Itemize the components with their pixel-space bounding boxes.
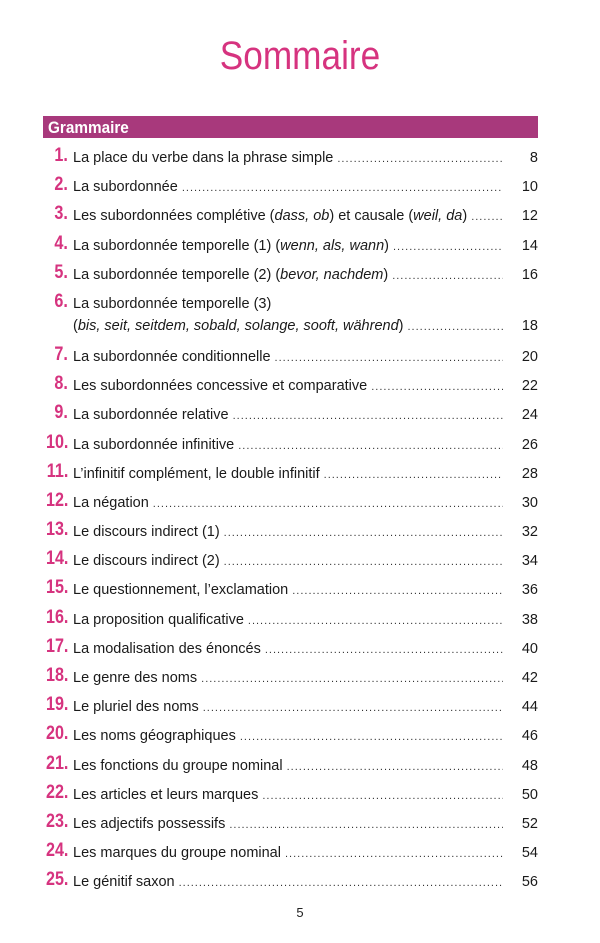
entry-title-continuation — [73, 318, 503, 334]
toc-entry[interactable] — [0, 868, 600, 897]
entry-page-number: 30 — [521, 494, 538, 511]
dot-leader — [224, 527, 503, 539]
entry-number: 23. — [45, 810, 68, 832]
toc-entry[interactable] — [0, 290, 600, 343]
entry-number: 2. — [54, 174, 68, 196]
toc-entry[interactable] — [0, 576, 600, 605]
entry-title — [73, 728, 503, 744]
entry-number: 14. — [45, 548, 68, 570]
dot-leader — [292, 585, 503, 597]
entry-number: 4. — [54, 232, 68, 254]
entry-number: 20. — [45, 723, 68, 745]
entry-text-part: ( — [73, 317, 78, 334]
entry-number: 9. — [54, 402, 68, 424]
dot-leader — [337, 153, 503, 165]
entry-title — [73, 612, 503, 628]
entry-text-part: weil, da — [413, 208, 463, 225]
entry-text — [73, 816, 225, 832]
entry-text — [73, 612, 244, 628]
entry-page-number: 32 — [521, 524, 538, 541]
entry-title — [73, 874, 503, 890]
entry-page-number: 18 — [521, 317, 538, 334]
entry-page-number: 38 — [521, 611, 538, 628]
dot-leader — [233, 410, 503, 422]
entry-number: 12. — [45, 489, 68, 511]
entry-title — [73, 524, 503, 540]
toc-entry[interactable] — [0, 664, 600, 693]
entry-text — [73, 728, 236, 744]
entry-text-part: La place du verbe dans la phrase simple — [73, 150, 334, 166]
entry-number: 13. — [45, 519, 68, 541]
entry-page-number: 8 — [529, 150, 538, 166]
dot-leader — [324, 469, 503, 481]
dot-leader — [265, 644, 503, 656]
toc-entry[interactable] — [0, 722, 600, 751]
entry-title — [73, 699, 503, 715]
dot-leader — [262, 790, 503, 802]
dot-leader — [471, 211, 503, 223]
entry-page-number: 48 — [521, 757, 538, 774]
entry-text-part: ) — [384, 237, 389, 254]
dot-leader — [240, 731, 503, 743]
entry-text-part: Le pluriel des noms — [73, 699, 199, 716]
section-header-bar — [43, 116, 538, 138]
entry-page-number: 28 — [521, 465, 538, 482]
entry-title — [73, 495, 503, 511]
toc-entry[interactable] — [0, 752, 600, 781]
entry-text-part: ) — [462, 208, 468, 225]
entry-text-part: bevor, nachdem — [280, 266, 384, 283]
dot-leader — [285, 848, 503, 860]
entry-text-part: Les fonctions du groupe nominal — [73, 757, 283, 774]
entry-text-part: Le discours indirect (1) — [73, 524, 220, 541]
entry-title — [73, 296, 503, 312]
entry-title — [73, 670, 503, 686]
toc-entry[interactable] — [0, 460, 600, 489]
toc-entry[interactable] — [0, 547, 600, 576]
entry-text-part: ) — [398, 317, 404, 334]
entry-title — [73, 238, 503, 254]
entry-title — [73, 179, 503, 195]
entry-text-part: bis, seit, seitdem, sobald, solange, sooft, während — [77, 317, 399, 334]
entry-page-number: 44 — [521, 699, 538, 716]
toc-entry[interactable] — [0, 232, 600, 261]
dot-leader — [275, 352, 503, 364]
entry-text — [73, 641, 261, 657]
toc-entry[interactable] — [0, 781, 600, 810]
entry-title — [73, 267, 503, 283]
entry-title — [73, 208, 503, 224]
toc-entry[interactable] — [0, 202, 600, 231]
dot-leader — [393, 241, 503, 253]
entry-title — [73, 407, 503, 423]
entry-page-number: 52 — [521, 815, 538, 832]
entry-text-part: Le discours indirect (2) — [73, 553, 220, 570]
entry-page-number: 12 — [521, 208, 538, 225]
entry-number: 18. — [45, 665, 68, 686]
entry-number: 17. — [45, 635, 68, 657]
dot-leader — [201, 673, 503, 685]
entry-page-number: 14 — [521, 237, 538, 254]
entry-text — [73, 874, 175, 890]
entry-text-part: ) — [383, 266, 389, 283]
entry-text — [73, 378, 367, 394]
entry-title — [73, 641, 503, 657]
entry-text — [73, 437, 234, 453]
entry-page-number: 40 — [521, 640, 538, 657]
toc-entry[interactable] — [0, 606, 600, 635]
entry-page-number: 36 — [521, 582, 538, 599]
entry-title — [73, 349, 503, 365]
entry-text-part: Les subordonnées concessive et comparative — [73, 378, 368, 395]
dot-leader — [238, 440, 503, 452]
entry-text-part: Les articles et leurs marques — [73, 786, 259, 803]
toc-entry[interactable] — [0, 839, 600, 868]
entry-number: 8. — [54, 373, 68, 395]
dot-leader — [371, 381, 503, 393]
entry-text-part: La subordonnée infinitive — [73, 436, 235, 453]
entry-number: 15. — [45, 577, 68, 599]
entry-title — [73, 437, 503, 453]
entry-text-part: La subordonnée — [73, 179, 178, 196]
entry-page-number: 20 — [521, 348, 538, 365]
entry-text — [73, 267, 388, 283]
entry-text — [73, 787, 258, 803]
entry-page-number: 50 — [521, 786, 538, 803]
entry-page-number: 46 — [521, 728, 538, 745]
entry-text-part: La modalisation des énoncés — [73, 640, 261, 657]
entry-text-part: La subordonnée temporelle (1) ( — [73, 237, 281, 254]
entry-number: 16. — [45, 606, 68, 628]
entry-text-part: La subordonnée relative — [73, 407, 229, 424]
entry-text — [73, 524, 220, 540]
entry-text-part: La subordonnée temporelle (2) ( — [73, 266, 281, 283]
entry-text-part: Les marques du groupe nominal — [73, 845, 281, 862]
entry-text-part: La subordonnée conditionnelle — [73, 348, 271, 365]
page-number: 5 — [296, 905, 304, 920]
entry-page-number: 26 — [521, 436, 538, 453]
entry-text — [73, 495, 149, 511]
entry-number: 22. — [45, 781, 68, 803]
entry-title — [73, 582, 503, 598]
toc-entry[interactable] — [0, 810, 600, 839]
dot-leader — [407, 321, 503, 333]
entry-text — [73, 208, 467, 224]
toc-entry[interactable] — [0, 693, 600, 722]
toc-entry[interactable] — [0, 144, 600, 173]
entry-text-part: dass, ob — [274, 208, 330, 225]
dot-leader — [229, 819, 503, 831]
entry-text-part: wenn, als, wann — [280, 237, 385, 254]
toc-entry[interactable] — [0, 431, 600, 460]
entry-text — [73, 845, 281, 861]
entry-text-part: L’infinitif complément, le double infinitif — [73, 465, 320, 482]
dot-leader — [182, 182, 503, 194]
toc-entry[interactable] — [0, 173, 600, 202]
toc-entry[interactable] — [0, 635, 600, 664]
entry-number: 7. — [54, 343, 68, 365]
entry-number: 5. — [54, 261, 68, 283]
entry-page-number: 54 — [521, 845, 538, 862]
entry-page-number: 34 — [521, 553, 538, 570]
toc-entry[interactable] — [0, 261, 600, 290]
entry-number: 1. — [54, 145, 68, 166]
entry-number: 25. — [45, 869, 68, 891]
dot-leader — [203, 702, 503, 714]
entry-title — [73, 758, 503, 774]
entry-title — [73, 466, 503, 482]
page-title: Sommaire — [219, 34, 381, 78]
entry-text — [73, 758, 283, 774]
entry-text — [73, 553, 220, 569]
section-title: Grammaire — [48, 118, 129, 137]
entry-number: 11. — [46, 460, 68, 482]
entry-text-part: Le génitif saxon — [73, 874, 175, 891]
entry-number: 10. — [45, 431, 68, 453]
entry-page-number: 22 — [521, 378, 538, 395]
entry-text — [73, 582, 288, 598]
entry-page-number: 10 — [521, 179, 538, 196]
entry-text-part: La négation — [73, 494, 149, 511]
entry-text — [73, 670, 197, 686]
entry-text-part: Le genre des noms — [73, 670, 198, 686]
entry-text-part: ) et causale ( — [329, 208, 414, 225]
entry-text — [73, 466, 320, 482]
toc-entry[interactable] — [0, 372, 600, 401]
entry-text — [73, 150, 333, 166]
entry-title — [73, 816, 503, 832]
entry-number: 6. — [54, 290, 68, 312]
toc-entry[interactable] — [0, 518, 600, 547]
entry-title — [73, 787, 503, 803]
entry-text — [73, 318, 403, 334]
entry-text — [73, 296, 271, 312]
dot-leader — [179, 877, 503, 889]
table-of-contents — [0, 144, 600, 898]
entry-text — [73, 179, 178, 195]
entry-page-number: 56 — [521, 874, 538, 891]
toc-entry[interactable] — [0, 343, 600, 372]
entry-text — [73, 238, 389, 254]
entry-text-part: Les noms géographiques — [73, 728, 236, 745]
entry-text-part: La proposition qualificative — [73, 611, 244, 628]
entry-text — [73, 699, 199, 715]
entry-title — [73, 845, 503, 861]
entry-page-number: 16 — [521, 266, 538, 283]
toc-entry[interactable] — [0, 489, 600, 518]
entry-number: 24. — [45, 840, 68, 862]
entry-page-number: 42 — [521, 670, 538, 686]
entry-text-part: Le questionnement, l’exclamation — [73, 582, 289, 599]
entry-text-part: Les adjectifs possessifs — [73, 815, 226, 832]
dot-leader — [287, 761, 503, 773]
dot-leader — [392, 270, 503, 282]
dot-leader — [224, 556, 503, 568]
entry-text-part: Les subordonnées complétive ( — [73, 208, 275, 225]
entry-number: 21. — [45, 752, 68, 774]
entry-number: 3. — [54, 203, 68, 225]
entry-number: 19. — [45, 694, 68, 716]
dot-leader — [153, 498, 503, 510]
entry-page-number: 24 — [521, 407, 538, 424]
entry-title — [73, 150, 503, 166]
entry-text-part: La subordonnée temporelle (3) — [73, 295, 272, 312]
entry-title — [73, 378, 503, 394]
entry-text — [73, 407, 229, 423]
dot-leader — [248, 615, 503, 627]
entry-text — [73, 349, 271, 365]
entry-title — [73, 553, 503, 569]
toc-entry[interactable] — [0, 401, 600, 430]
